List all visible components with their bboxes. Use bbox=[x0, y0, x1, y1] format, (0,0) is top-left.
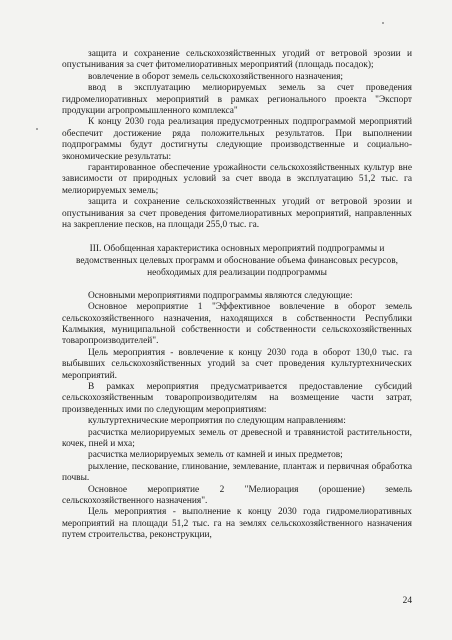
document-body bbox=[62, 49, 412, 542]
paragraph: Основными мероприятиями подпрограммы являются следующие: bbox=[88, 290, 353, 301]
paragraph: В рамках мероприятия предусматривается предоставление субсидий сельскохозяйственным товаропроизводителям на возмещение части затрат, произведенных ими по следующим мероприятиям: bbox=[62, 381, 412, 415]
paragraph: вовлечение в оборот земель сельскохозяйственного назначения; bbox=[88, 71, 344, 82]
paragraph: Основное мероприятие 1 "Эффективное вовлечение в оборот земель сельскохозяйственного назначения, находящихся в собственности Республики Калмыкия, муниципальной собственности и собственности сельскохозяйственных товаропроизводителей". bbox=[62, 302, 412, 347]
section-heading: III. Обобщенная характеристика основных мероприятий подпрограммы и ведомственных целевых программ и обоснование объема финансовых ресурсов, необходимых для реализации подпрограммы bbox=[75, 243, 399, 279]
paragraph: защита и сохранение сельскохозяйственных угодий от ветровой эрозии и опустынивания за счет проведения фитомелиоративных мероприятий, направленных на закрепление песков, на площади 255,0 тыс. га. bbox=[62, 197, 412, 231]
paragraph: Цель мероприятия - вовлечение к концу 2030 года в оборот 130,0 тыс. га выбывших сельскохозяйственных угодий за счет проведения культуртехнических мероприятий. bbox=[62, 347, 412, 381]
paragraph: расчистка мелиорируемых земель от камней и иных предметов; bbox=[88, 450, 343, 461]
paragraph: рыхление, пескование, глинование, землевание, плантаж и первичная обработка почвы. bbox=[62, 461, 412, 484]
paragraph: К концу 2030 года реализация предусмотренных подпрограммой мероприятий обеспечит достижение ряда положительных результатов. При выполнении подпрограммы будут достигнуты следующие производственные и социально-экономические результаты: bbox=[62, 117, 412, 162]
paragraph: расчистка мелиорируемых земель от древесной и травянистой растительности, кочек, пней и мха; bbox=[62, 427, 412, 449]
paragraph: гарантированное обеспечение урожайности сельскохозяйственных культур вне зависимости от природных условий за счет ввода в эксплуатацию 51,2 тыс. га мелиорируемых земель; bbox=[62, 163, 412, 196]
paragraph: культуртехнические мероприятия по следующим направлениям: bbox=[88, 416, 346, 427]
page-number: 24 bbox=[402, 596, 412, 606]
paragraph: Цель мероприятия - выполнение к концу 2030 года гидромелиоративных мероприятий на площади 51,2 тыс. га на землях сельскохозяйственного назначения путем строительства, реконструкции, bbox=[62, 507, 412, 541]
paragraph: ввод в эксплуатацию мелиорируемых земель за счет проведения гидромелиоративных мероприятий в рамках регионального проекта "Экспорт продукции агропромышленного комплекса" bbox=[62, 83, 412, 117]
paragraph: защита и сохранение сельскохозяйственных угодий от ветровой эрозии и опустынивания за счет фитомелиоративных мероприятий (площадь посадок); bbox=[62, 49, 412, 71]
paragraph: Основное мероприятие 2 "Мелиорация (орошение) земель сельскохозяйственного назначения". bbox=[62, 484, 412, 507]
scan-speck bbox=[36, 128, 38, 130]
scan-speck bbox=[382, 22, 384, 24]
